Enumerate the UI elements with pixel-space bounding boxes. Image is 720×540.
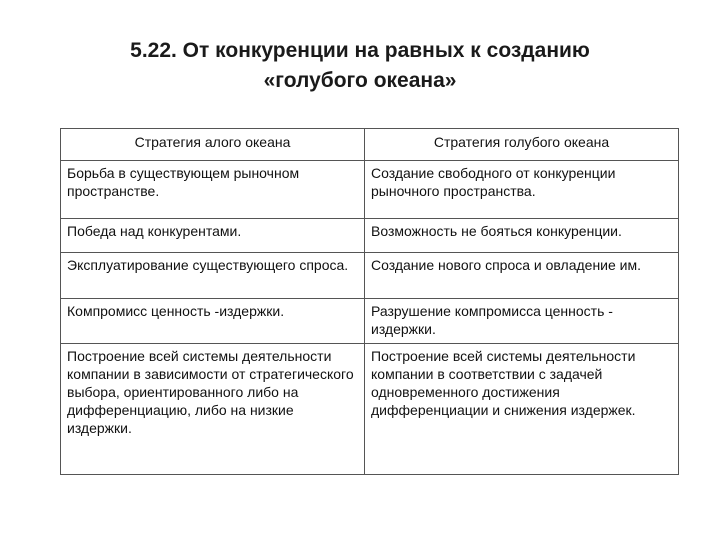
- table-row: [61, 344, 679, 475]
- table-row: [61, 253, 679, 299]
- table-header-row: [61, 129, 679, 161]
- table-cell: Построение всей системы деятельности компании в соответствии с задачей одновременного достижения дифференциации и снижения издержек.: [365, 344, 679, 475]
- table-row: [61, 299, 679, 344]
- table-cell: Создание нового спроса и овладение им.: [365, 253, 679, 299]
- table-row: [61, 219, 679, 253]
- table-cell: Возможность не бояться конкуренции.: [365, 219, 679, 253]
- table-cell: Победа над конкурентами.: [61, 219, 365, 253]
- table-cell: Борьба в существующем рыночном пространстве.: [61, 161, 365, 219]
- table-cell: Создание свободного от конкуренции рыночного пространства.: [365, 161, 679, 219]
- header-red-ocean: Стратегия алого океана: [61, 129, 365, 161]
- title-line-2: «голубого океана»: [263, 69, 457, 92]
- table-cell: Эксплуатирование существующего спроса.: [61, 253, 365, 299]
- header-blue-ocean: Стратегия голубого океана: [365, 129, 679, 161]
- page-title: [0, 36, 720, 96]
- strategy-comparison-table: [60, 128, 679, 475]
- title-line-1: 5.22. От конкуренции на равных к созданию: [130, 39, 590, 62]
- table-cell: Построение всей системы деятельности компании в зависимости от стратегического выбора, ориентированного либо на дифференциацию, либо на низкие издержки.: [61, 344, 365, 475]
- table-cell: Компромисс ценность -издержки.: [61, 299, 365, 344]
- table-cell: Разрушение компромисса ценность - издержки.: [365, 299, 679, 344]
- table-row: [61, 161, 679, 219]
